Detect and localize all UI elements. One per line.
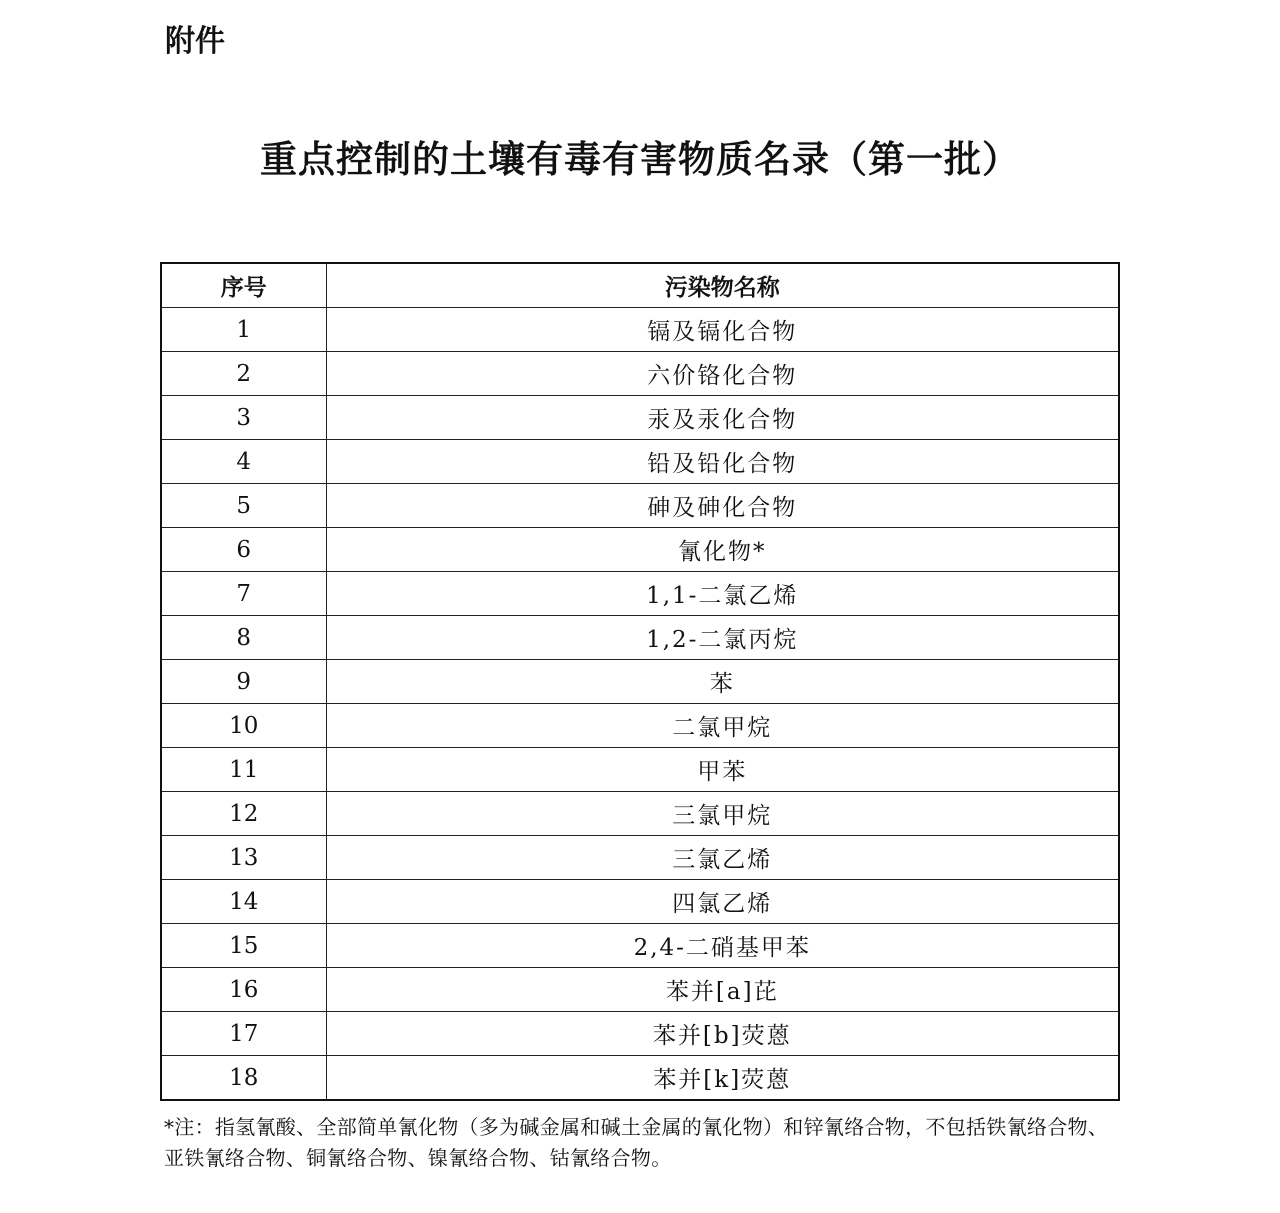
table-row <box>161 484 1119 528</box>
table-row <box>161 792 1119 836</box>
pollutant-name: 镉及镉化合物 <box>326 308 1119 352</box>
header-serial-number: 序号 <box>161 263 326 308</box>
pollutant-name: 氰化物* <box>326 528 1119 572</box>
table-row <box>161 308 1119 352</box>
substance-table <box>160 262 1120 1101</box>
row-number: 2 <box>161 352 326 396</box>
pollutant-name: 六价铬化合物 <box>326 352 1119 396</box>
pollutant-name: 2,4-二硝基甲苯 <box>326 924 1119 968</box>
table-row <box>161 748 1119 792</box>
table-row <box>161 572 1119 616</box>
row-number: 1 <box>161 308 326 352</box>
row-number: 7 <box>161 572 326 616</box>
header-pollutant-name: 污染物名称 <box>326 263 1119 308</box>
table-row <box>161 1012 1119 1056</box>
table-body <box>161 308 1119 1101</box>
document-title: 重点控制的土壤有毒有害物质名录（第一批） <box>260 138 1020 181</box>
table-row <box>161 1056 1119 1101</box>
pollutant-name: 三氯乙烯 <box>326 836 1119 880</box>
table-row <box>161 528 1119 572</box>
table-row <box>161 836 1119 880</box>
table-row <box>161 880 1119 924</box>
pollutant-name: 1,1-二氯乙烯 <box>326 572 1119 616</box>
table-row <box>161 924 1119 968</box>
row-number: 13 <box>161 836 326 880</box>
row-number: 8 <box>161 616 326 660</box>
pollutant-name: 苯并[a]芘 <box>326 968 1119 1012</box>
row-number: 15 <box>161 924 326 968</box>
row-number: 10 <box>161 704 326 748</box>
table-row <box>161 616 1119 660</box>
pollutant-name: 铅及铅化合物 <box>326 440 1119 484</box>
row-number: 6 <box>161 528 326 572</box>
table-row <box>161 660 1119 704</box>
pollutant-name: 汞及汞化合物 <box>326 396 1119 440</box>
row-number: 5 <box>161 484 326 528</box>
pollutant-name: 甲苯 <box>326 748 1119 792</box>
table-row <box>161 440 1119 484</box>
pollutant-name: 四氯乙烯 <box>326 880 1119 924</box>
pollutant-name: 1,2-二氯丙烷 <box>326 616 1119 660</box>
pollutant-name: 二氯甲烷 <box>326 704 1119 748</box>
attachment-label: 附件 <box>165 24 225 59</box>
header-row <box>161 263 1119 308</box>
table-row <box>161 704 1119 748</box>
table-header <box>161 263 1119 308</box>
pollutant-name: 苯 <box>326 660 1119 704</box>
footnote: *注：指氢氰酸、全部简单氰化物（多为碱金属和碱土金属的氰化物）和锌氰络合物，不包括铁氰络合物、亚铁氰络合物、铜氰络合物、镍氰络合物、钴氰络合物。 <box>164 1115 1109 1170</box>
row-number: 17 <box>161 1012 326 1056</box>
pollutant-name: 砷及砷化合物 <box>326 484 1119 528</box>
pollutant-name: 苯并[k]荧蒽 <box>326 1056 1119 1101</box>
pollutant-name: 苯并[b]荧蒽 <box>326 1012 1119 1056</box>
row-number: 3 <box>161 396 326 440</box>
table-row <box>161 352 1119 396</box>
row-number: 14 <box>161 880 326 924</box>
row-number: 4 <box>161 440 326 484</box>
row-number: 16 <box>161 968 326 1012</box>
row-number: 9 <box>161 660 326 704</box>
table-row <box>161 968 1119 1012</box>
table-row <box>161 396 1119 440</box>
row-number: 18 <box>161 1056 326 1101</box>
row-number: 11 <box>161 748 326 792</box>
pollutant-name: 三氯甲烷 <box>326 792 1119 836</box>
row-number: 12 <box>161 792 326 836</box>
